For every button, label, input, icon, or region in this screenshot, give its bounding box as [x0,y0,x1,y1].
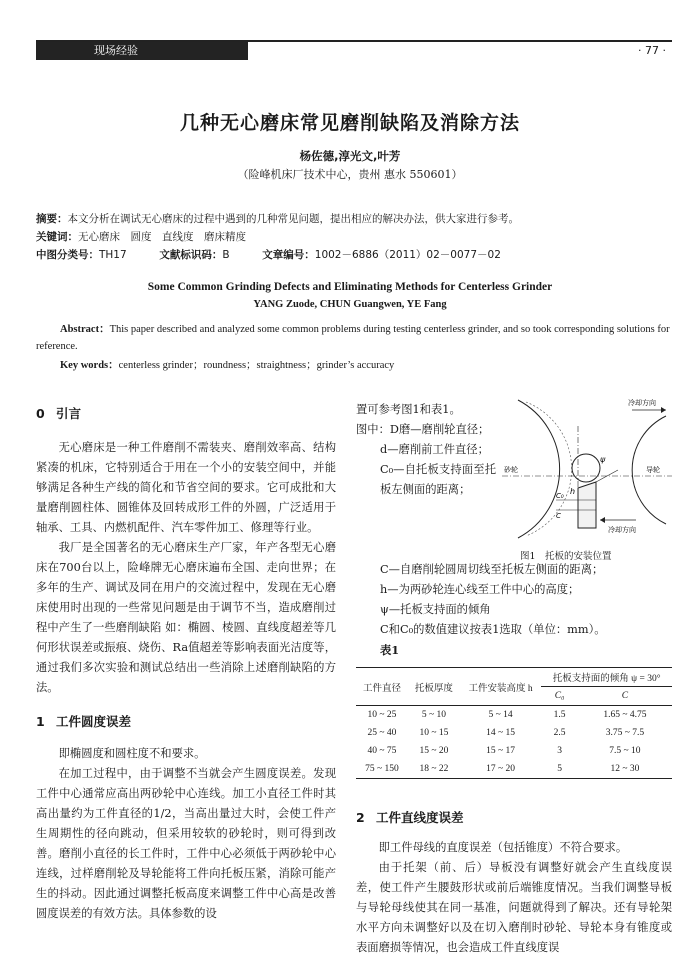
article-no-label: 文章编号： [262,249,315,261]
legend-h: h—为两砂轮连心线至工件中心的高度； [380,583,580,596]
article-authors: 杨佐德,淳光文,叶芳 [299,149,401,163]
table-cell: 3.75 ~ 7.5 [605,728,645,738]
doc-code-label: 文献标识码： [159,249,223,261]
table-cell: 1.5 [553,710,566,720]
article-title: 几种无心磨床常见磨削缺陷及消除方法 [179,112,520,134]
psi-label: ψ [600,455,606,464]
abstract-label: 摘要： [36,213,68,225]
right-column-legend-2 [380,560,670,660]
table-cell: 1.65 ~ 4.75 [603,710,647,720]
section-1-number: 1 [36,714,45,729]
page-number: · 77 · [638,44,666,57]
abstract-line [36,211,519,226]
table-row [356,760,672,779]
table-cell: 40 ~ 75 [367,746,397,756]
roundness-paragraph-1: 即椭圆度和圆柱度不和要求。 [58,747,206,760]
abstract-text: 本文分析在调试无心磨床的过程中遇到的几种常见问题，提出相应的解决办法，供大家进行参考。 [67,213,519,225]
legend-dm: D磨—磨削轮直径； [389,423,490,436]
table-header-c0: C₀ [541,687,578,706]
section-2-heading [356,808,672,828]
clc-label: 中图分类号： [36,249,99,261]
straightness-paragraph-1: 即工件母线的直度误差（包括锥度）不符合要求。 [378,841,628,854]
table-header-angle: 托板支持面的倾角 ψ = 30° [541,668,672,687]
table-header-diameter: 工件直径 [356,668,408,706]
english-abstract [36,321,670,355]
table-cell: 14 ~ 15 [486,728,516,738]
table-cell: 15 ~ 17 [486,746,516,756]
english-keywords-text: centerless grinder；roundness；straightness；grinder’s accuracy [118,360,395,371]
section-1-title: 工件圆度误差 [56,714,132,729]
coolant-label-bottom: 冷却方向 [608,526,636,534]
table-cell: 18 ~ 22 [408,760,460,779]
roundness-paragraph-2: 在加工过程中，由于调整不当就会产生圆度误差。发现工件中心通常应高出两砂轮中心连线。加工小直径工件时其高出量约为工件直径的1/2，当高出量过大时，会使工件产生周期性的径向跳动，但采用较软的砂轮时，则可得到改善。磨削小直径的长工件时，工件中心必须低于两砂轮中心连线，过样磨削轮及导轮能将工件向托板压紧，消除可能产生的抖动。因此通过调整托板高度来调整工件中心高是改善圆度误差的有效方法。具体参数的设 [36,767,336,920]
section-0-title: 引言 [56,406,82,421]
section-tag: 现场经验 [36,42,248,60]
legend-c: C—自磨削轮圆周切线至托板左侧面的距离； [380,563,604,576]
right-column-section-2 [356,808,672,958]
table-cell: 7.5 ~ 10 [609,746,641,756]
section-1-heading [36,712,336,732]
legend-intro-line [356,420,496,440]
table-cell: 5 ~ 10 [421,710,446,720]
table-cell: 5 [541,760,578,779]
table-1-title: 表1 [380,643,400,657]
legend-note: C和C₀的数值建议按表1选取（单位：mm）。 [380,623,606,636]
keywords-line [36,229,246,244]
english-keywords-label: Key words： [60,360,119,371]
section-0-number: 0 [36,406,45,421]
coolant-arrowhead-top [661,407,666,413]
workpiece-circle [572,454,600,482]
table-row [356,742,672,760]
table-cell: 5 ~ 14 [488,710,513,720]
keywords-text: 无心磨床 圆度 直线度 磨床精度 [78,231,246,243]
figure-1-caption: 图1 托板的安装位置 [520,551,612,562]
coolant-label-top: 冷却方向 [628,399,656,407]
grinding-wheel-label: 砂轮 [504,466,518,474]
c0-label: C₀ [556,492,564,500]
intro-paragraph-2: 我厂是全国著名的无心磨床生产厂家，年产各型无心磨床在700台以上，险峰牌无心磨床遍布全国、走向世界；在多年的生产、调试及同在用户的交流过程中，发现在无心磨床使用时出现的一些常见问题是由于调节不当，造成磨削过程中产生了一些磨削缺陷 如：椭圆、棱圆、直线度超差等几何形状误差或振痕、烧伤、Ra值超差等影响表面光洁度等，通过我们多次实验和测试总结出一些消除上述磨削缺陷的方法。 [36,541,336,694]
english-keywords [36,357,670,374]
table-1 [356,667,672,779]
article-affiliation: （险峰机床厂技术中心，贵州 惠水 550601） [237,168,463,181]
classification-line [36,247,501,262]
figure-reference: 置可参考图1和表1。 [356,403,461,416]
section-0-heading [36,404,336,424]
grinding-wheel-arc [518,400,572,538]
work-rest-blade [578,482,596,528]
coolant-arrowhead-bottom [600,517,605,523]
figure-1 [496,396,672,544]
table-header-height: 工件安装高度 h [460,668,541,706]
section-2-title: 工件直线度误差 [376,810,464,825]
table-cell: 3 [557,746,562,756]
table-header-c: C [578,687,672,706]
table-cell: 10 ~ 15 [419,728,449,738]
table-cell: 15 ~ 20 [419,746,449,756]
table-row [356,706,672,725]
table-cell: 2.5 [553,728,566,738]
english-abstract-text: This paper described and analyzed some common problems during testing centerless grinder, and so took corresponding solutions for reference. [36,324,670,352]
doc-code-value: B [222,249,230,261]
intro-paragraph-1: 无心磨床是一种工件磨削不需装夹、磨削效率高、结构紧凑的机床，它特别适合于用在一个小的安装空间中，并能够满足各种生产线的简化和节省空间的要求。它可成批和大量磨削圆柱体、圆锥体及回转成形工件的外圆，广泛适用于轴承、工具、内燃机配件、汽车零件加工、修理等行业。 [36,441,336,534]
guide-wheel-label: 导轮 [646,466,660,474]
table-cell: 25 ~ 40 [367,728,397,738]
english-authors: YANG Zuode, CHUN Guangwen, YE Fang [253,299,447,310]
clc-value: TH17 [99,249,127,261]
legend-c0: C₀—自托板支持面至托板左侧面的距离； [380,463,496,496]
table-row [356,724,672,742]
table-header-thickness: 托板厚度 [408,668,460,706]
table-cell: 75 ~ 150 [356,760,408,779]
english-abstract-label: Abstract： [60,324,110,335]
english-title: Some Common Grinding Defects and Eliminating Methods for Centerless Grinder [147,281,553,293]
table-cell: 12 ~ 30 [578,760,672,779]
legend-intro: 图中： [356,423,390,436]
legend-d: d—磨削前工件直径； [380,443,489,456]
table-cell: 10 ~ 25 [367,710,397,720]
keywords-label: 关键词： [36,231,78,243]
h-label: h [570,487,576,496]
right-column-legend [356,400,496,500]
legend-psi: ψ—托板支持面的倾角 [380,603,491,616]
left-column [36,404,336,924]
straightness-paragraph-2: 由于托架（前、后）导板没有调整好就会产生直线度误差，使工件产生腰鼓形状或前后端锥度情况。当我们调整导板与导轮母线使其在同一基准，问题就得到了解决。还有导轮架水平方向未调整好以及在切入磨削时砂轮、导轮本身有锥度或表面磨损等情况，也会造成工件直线度误 [356,861,672,954]
article-no-value: 1002－6886（2011）02－0077－02 [314,249,501,261]
section-2-number: 2 [356,810,365,825]
table-cell: 17 ~ 20 [460,760,541,779]
c-label: C [556,512,561,520]
